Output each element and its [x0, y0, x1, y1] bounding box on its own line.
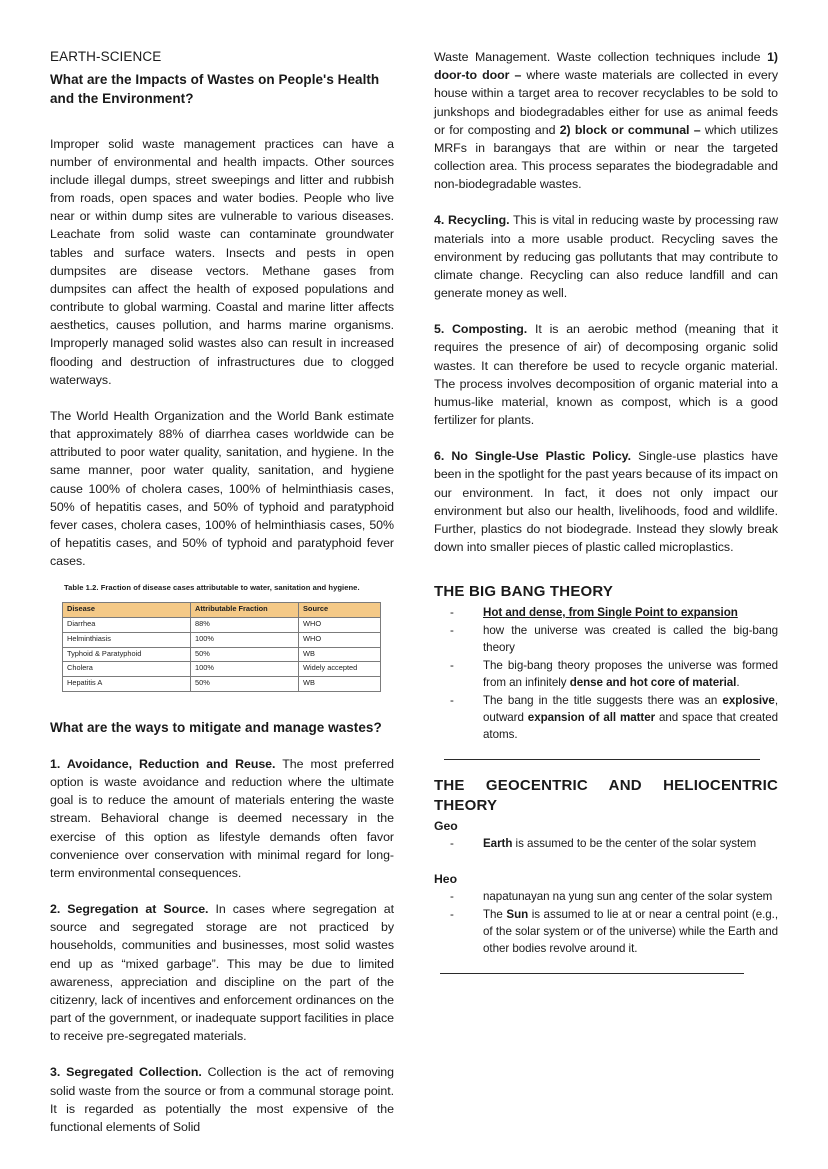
table-row	[63, 632, 381, 647]
continuation-part-2: where waste materials are collected in every house within a target area to recover recyclables to be sold to junkshops and biodegradables either for use as animal feeds or for composting and	[434, 68, 778, 137]
big-bang-bullet-item-text	[483, 624, 778, 654]
cell-source: Widely accepted	[299, 662, 381, 677]
two-column-layout	[50, 48, 778, 1136]
spacer	[50, 882, 394, 900]
cell-fraction: 50%	[191, 647, 299, 662]
dash-bullet-icon: -	[450, 908, 454, 922]
spacer	[50, 1045, 394, 1063]
spacer	[434, 429, 778, 447]
big-bang-bullet-item-text	[483, 659, 778, 689]
table-row	[63, 662, 381, 677]
cell-disease: Helminthiasis	[63, 632, 191, 647]
heo-label: Heo	[434, 872, 458, 887]
spacer	[434, 302, 778, 320]
text-run: napatunayan na yung sun ang center of the solar system	[483, 890, 773, 904]
item-3-continuation	[434, 48, 778, 193]
cell-disease: Diarrhea	[63, 618, 191, 633]
subject-title: EARTH-SCIENCE	[50, 49, 162, 64]
cell-fraction: 50%	[191, 677, 299, 692]
big-bang-bullet-item-text	[483, 694, 778, 741]
spacer	[434, 193, 778, 211]
cell-disease: Cholera	[63, 662, 191, 677]
text-run: how the universe was created is called the big-bang theory	[483, 624, 778, 655]
table-header-row	[63, 603, 381, 618]
text-run: , outward	[483, 694, 778, 725]
cell-disease: Typhoid & Paratyphoid	[63, 647, 191, 662]
cell-fraction: 88%	[191, 618, 299, 633]
section-divider-2	[440, 973, 744, 974]
dash-bullet-icon: -	[450, 624, 454, 638]
continuation-bold-block-or-communal: 2) block or communal –	[559, 122, 701, 137]
table-row	[63, 618, 381, 633]
table-column-header-source: Source	[299, 603, 381, 618]
spacer	[434, 853, 778, 871]
text-run: .	[736, 676, 740, 690]
geo-label: Geo	[434, 818, 458, 833]
big-bang-bullet-item	[434, 622, 778, 656]
continuation-part-3: which utilizes MRFs in barangays that are within or near the targeted collection area. This process separates the biodegradable and non-biodegradable wastes.	[434, 122, 778, 192]
heo-bullet-item-text	[483, 908, 778, 955]
table-caption: Table 1.2. Fraction of disease cases attributable to water, sanitation and hygiene.	[64, 583, 360, 593]
left-column	[50, 48, 394, 1136]
paragraph-impacts: Improper solid waste management practices can have a number of environmental and health impacts. Other sources include illegal dumps, street sweepings and litter and rubbish from roads, open spaces and water bodies. People who live near or within dump sites are vulnerable to various diseases. Leachate from solid waste can contaminate groundwater tables and surface waters. Insects and pests in open dumpsites are disease vectors. Methane gases from dumpsites can affect the health of exposed populations and contribute to global warming. Coastal and marine litter affects aesthetics, causes pollution, and harms marine organisms. Improperly managed solid wastes also can result in increased flooding and destruction of infrastructures due to clogged waterways.	[50, 136, 394, 387]
spacer	[434, 556, 778, 582]
item-4-recycling	[434, 211, 778, 302]
table-row	[63, 677, 381, 692]
emphasized-term: Hot and dense, from Single Point to expansion	[483, 606, 738, 620]
item-4-text: This is vital in reducing waste by processing raw materials into a more usable product. Recycling saves the environment by reducing gas pollutants that may contribute to climate change. Recycling can also reduce landfill and can generate money as well.	[434, 213, 778, 301]
text-run: is assumed to be the center of the solar system	[512, 837, 757, 851]
dash-bullet-icon: -	[450, 694, 454, 708]
item-2-title: 2. Segregation at Source.	[50, 902, 209, 917]
right-column	[434, 48, 778, 990]
heo-bullet-item-text	[483, 890, 772, 903]
paragraph-who-estimate: The World Health Organization and the World Bank estimate that approximately 88% of diarrhea cases worldwide can be attributed to poor water quality, sanitation, and hygiene. In the same manner, poor water quality, sanitation, and hygiene cause 100% of cholera cases, 100% of helminthiasis cases, 50% of hepatitis cases, and 50% of typhoid and paratyphoid fever cases, cholera cases, 100% of helminthiasis cases, 50% of hepatitis cases, and 50% of typhoid and paratyphoid fever cases.	[50, 408, 394, 569]
table-column-header-fraction: Attributable Fraction	[191, 603, 299, 618]
item-6-no-single-use-plastic-policy	[434, 447, 778, 556]
geocentric-heliocentric-heading: THE GEOCENTRIC AND HELIOCENTRIC THEORY	[434, 777, 778, 815]
item-1-avoidance-reduction-reuse	[50, 755, 394, 882]
emphasized-term: Sun	[506, 908, 529, 922]
geo-bullet-item-text	[483, 837, 756, 850]
cell-source: WB	[299, 677, 381, 692]
emphasized-term: expansion of all matter	[527, 711, 656, 725]
spacer	[50, 570, 394, 583]
emphasized-term: dense and hot core of material	[569, 676, 737, 690]
cell-fraction: 100%	[191, 662, 299, 677]
item-6-text: Single-use plastics have been in the spotlight for the past years because of its impact on our environment. In fact, it does not only impact our environment but also our health, livelihoods, food and wildlife. Further, plastics do not biodegrade. Instead they slowly break down into smaller pieces of plastic called microplastics.	[434, 449, 779, 555]
item-3-title: 3. Segregated Collection.	[50, 1065, 202, 1080]
impacts-question-heading: What are the Impacts of Wastes on People's Health and the Environment?	[50, 72, 380, 107]
cell-source: WHO	[299, 632, 381, 647]
text-run: The big-bang theory proposes the universe was formed from an infinitely	[483, 659, 778, 690]
text-run: The	[483, 908, 507, 922]
item-6-title: 6. No Single-Use Plastic Policy.	[434, 449, 631, 464]
dash-bullet-icon: -	[450, 837, 454, 851]
disease-fraction-table	[62, 602, 381, 691]
item-3-segregated-collection	[50, 1063, 394, 1136]
continuation-bold-door-to-door: 1) door-to door –	[434, 50, 778, 83]
spacer	[50, 692, 394, 718]
item-5-composting	[434, 320, 778, 429]
item-4-title: 4. Recycling.	[434, 213, 510, 228]
heo-bullet-list	[434, 888, 778, 957]
big-bang-bullet-item	[434, 692, 778, 743]
big-bang-bullet-item	[434, 604, 778, 621]
geo-bullet-list	[434, 835, 778, 852]
continuation-part-1: Waste Management. Waste collection techniques include	[434, 50, 768, 64]
dash-bullet-icon: -	[450, 606, 454, 620]
cell-disease: Hepatitis A	[63, 677, 191, 692]
cell-source: WHO	[299, 618, 381, 633]
text-run: and space that created atoms.	[483, 711, 779, 742]
dash-bullet-icon: -	[450, 890, 454, 904]
cell-fraction: 100%	[191, 632, 299, 647]
big-bang-bullet-item	[434, 657, 778, 691]
item-5-title: 5. Composting.	[434, 322, 528, 337]
emphasized-term: Earth	[483, 837, 513, 851]
mitigate-question-heading: What are the ways to mitigate and manage wastes?	[50, 719, 382, 735]
heo-bullet-item	[434, 906, 778, 957]
item-5-text: It is an aerobic method (meaning that it requires the presence of air) of decomposing organic solid wastes. It can therefore be used to recycle organic material. The process involves decomposition of organic material into a humus-like material, known as compost, which is a good fertilizer for plants.	[434, 322, 779, 428]
item-3-text: Collection is the act of removing solid waste from the source or from a communal storage point. It is regarded as potentially the most expensive of the functional elements of Solid	[50, 1065, 394, 1134]
dash-bullet-icon: -	[450, 659, 454, 673]
geo-bullet-item	[434, 835, 778, 852]
item-1-title: 1. Avoidance, Reduction and Reuse.	[50, 756, 276, 771]
big-bang-bullet-item-text	[483, 606, 738, 619]
emphasized-term: explosive	[722, 694, 775, 708]
big-bang-bullet-list	[434, 604, 778, 743]
spacer	[50, 389, 394, 407]
spacer	[50, 109, 394, 135]
item-1-text: The most preferred option is waste avoidance and reduction where the ultimate goal is to reduce the amount of materials entering the waste stream. Behavioral change is deemed necessary in the exercise of this option as lifestyle demands often favor convenience over conservation with minimal regard for long-term environmental consequences.	[50, 756, 394, 880]
cell-source: WB	[299, 647, 381, 662]
section-divider-1	[444, 759, 760, 760]
item-2-segregation-at-source	[50, 900, 394, 1045]
heo-bullet-item	[434, 888, 778, 905]
table-column-header-disease: Disease	[63, 603, 191, 618]
text-run: The bang in the title suggests there was an	[483, 694, 723, 708]
item-2-text: In cases where segregation at source and segregated storage are not practiced by households, communities and businesses, most solid wastes end up as “mixed garbage”. This may be due to limited awareness, appreciation and discipline on the part of the citizenry, lack of incentives and enforcement ordinances on the part of the government, or inadequate support facilities in place to receive pre-segregated materials.	[50, 902, 394, 1044]
text-run: is assumed to lie at or near a central point (e.g., of the solar system or of the universe) while the Earth and other bodies revolve around it.	[483, 908, 779, 956]
table-row	[63, 647, 381, 662]
spacer	[50, 737, 394, 755]
big-bang-theory-heading: THE BIG BANG THEORY	[434, 583, 614, 601]
